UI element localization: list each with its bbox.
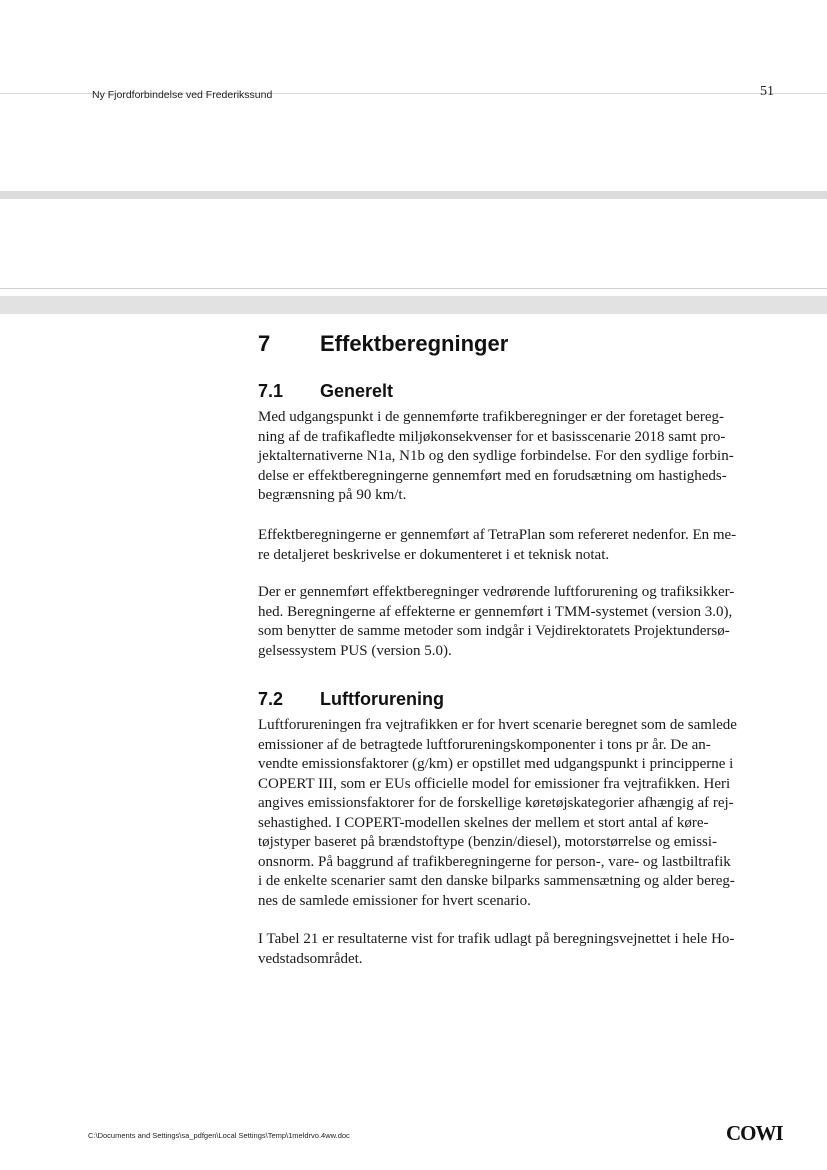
divider-band-bottom (0, 296, 827, 314)
chapter-number: 7 (258, 331, 271, 356)
paragraph: I Tabel 21 er resultaterne vist for trafik udlagt på beregningsvejnettet i hele Ho- vedstadsområdet. (258, 931, 735, 967)
section-title: Generelt (320, 381, 394, 401)
paragraph: Der er gennemført effektberegninger vedrørende luftforurening og trafiksikker- hed. Beregningerne af effekterne er gennemført i TMM-systemet (version 3.0), som benytter de samme metoder som indgår i Vejdirektoratets Projektundersø- gelsessystem PUS (version 5.0). (258, 584, 735, 659)
divider-band-top (0, 191, 827, 199)
footer-file-path: C:\Documents and Settings\sa_pdfgen\Local Settings\Temp\1meldrvo.4ww.doc (88, 1131, 350, 1140)
chapter-heading (258, 331, 508, 357)
page-number: 51 (760, 84, 774, 99)
section-heading-luftforurening (258, 689, 444, 710)
running-header-title: Ny Fjordforbindelse ved Frederikssund (92, 89, 273, 101)
divider-line (0, 288, 827, 289)
section-number: 7.2 (258, 689, 284, 709)
section-number: 7.1 (258, 381, 284, 401)
chapter-title: Effektberegninger (320, 331, 509, 356)
cowi-logo: COWI (726, 1121, 783, 1145)
section-heading-generelt (258, 381, 393, 402)
paragraph: Effektberegningerne er gennemført af TetraPlan som refereret nedenfor. En me- re detaljeret beskrivelse er dokumenteret i et teknisk notat. (258, 527, 737, 563)
section-title: Luftforurening (320, 689, 444, 709)
paragraph: Med udgangspunkt i de gennemførte trafikberegninger er der foretaget bereg- ning af de trafikafledte miljøkonsekvenser for et basisscenarie 2018 samt pro- jektalternativerne N1a, N1b og den sydlige forbindelse. For den sydlige forbin- delse er effektberegningerne gennemført med en forudsætning om hastigheds- begrænsning på 90 km/t. (258, 409, 734, 503)
paragraph: Luftforureningen fra vejtrafikken er for hvert scenarie beregnet som de samlede emissioner af de betragtede luftforureningskomponenter i tons pr år. De an- vendte emissionsfaktorer (g/km) er opstillet med udgangspunkt i principperne i COPERT III, som er EUs officielle model for emissioner fra vejtrafikken. Heri angives emissionsfaktorer for de forskellige køretøjskategorier afhængig af rej- sehastighed. I COPERT-modellen skelnes der mellem et stort antal af køre- tøjstyper baseret på brændstoftype (benzin/diesel), motorstørrelse og emissi- onsnorm. På baggrund af trafikberegningerne for person-, vare- og lastbiltrafik i de enkelte scenarier samt den danske bilparks sammensætning og alder bereg- nes de samlede emissioner for hvert scenario. (258, 717, 737, 909)
